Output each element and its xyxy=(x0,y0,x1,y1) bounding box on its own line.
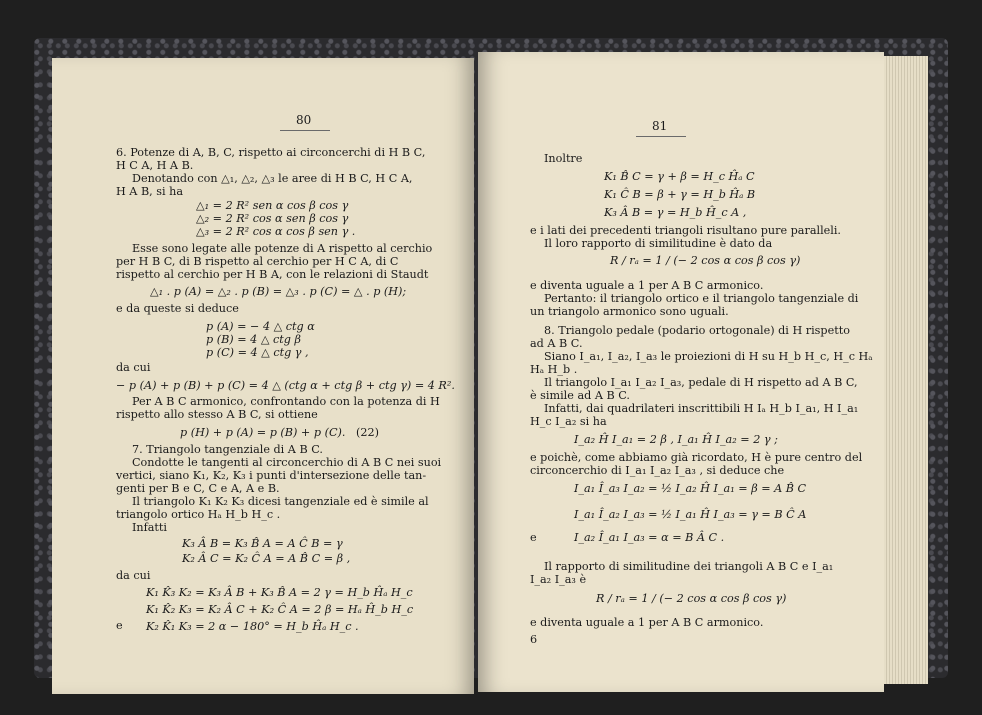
page-number-rule xyxy=(280,130,330,131)
left-text-line: triangolo ortico Hₐ H_b H_c . xyxy=(116,508,281,521)
left-text-line: K₁ K̂₂ K₃ = K₂ Â C + K₂ Ĉ A = 2 β = Hₐ Ĥ_b H_c xyxy=(146,603,414,616)
right-text-line: e xyxy=(530,531,537,544)
right-text-line: Il rapporto di similitudine dei triangoli A B C e I_a₁ xyxy=(544,560,834,573)
right-text-line: e poichè, come abbiamo già ricordato, H è pure centro del xyxy=(530,451,863,464)
left-text-line: △₃ = 2 R² cos α cos β sen γ . xyxy=(196,225,356,238)
left-text-line: vertici, siano K₁, K₂, K₃ i punti d'intersezione delle tan- xyxy=(116,469,427,482)
left-text-line: p (A) = − 4 △ ctg α xyxy=(206,320,315,333)
page-number: 80 xyxy=(296,113,312,127)
right-text-line: Siano I_a₁, I_a₂, I_a₃ le proiezioni di H su H_b H_c, H_c Hₐ xyxy=(544,350,873,363)
right-text-line: e diventa uguale a 1 per A B C armonico. xyxy=(530,616,764,629)
right-text-line: I_a₂ Î_a₁ I_a₃ = α = B Â C . xyxy=(574,531,725,544)
right-text-line: e i lati dei precedenti triangoli risultano pure paralleli. xyxy=(530,224,841,237)
right-text-line: circoncerchio di I_a₁ I_a₂ I_a₃ , si deduce che xyxy=(530,464,785,477)
right-text-line: Il triangolo I_a₁ I_a₂ I_a₃, pedale di H rispetto ad A B C, xyxy=(544,376,858,389)
page-number: 81 xyxy=(652,119,668,133)
right-text-line: R / rₐ = 1 / (− 2 cos α cos β cos γ) xyxy=(596,592,787,605)
right-text-line: I_a₁ Î_a₃ I_a₂ = ½ I_a₂ Ĥ I_a₁ = β = A B̂ C xyxy=(574,482,807,495)
right-text-line: K₁ B̂ C = γ + β = H_c Ĥₐ C xyxy=(604,170,755,183)
left-text-line: rispetto allo stesso A B C, si ottiene xyxy=(116,408,318,421)
left-text-line: p (B) = 4 △ ctg β xyxy=(206,333,301,346)
left-text-line: Esse sono legate alle potenze di A rispetto al cerchio xyxy=(132,242,433,255)
left-text-line: (22) xyxy=(356,426,379,439)
right-text-line: R / rₐ = 1 / (− 2 cos α cos β cos γ) xyxy=(610,254,801,267)
right-text-line: un triangolo armonico sono uguali. xyxy=(530,305,729,318)
page-edges xyxy=(884,56,928,684)
right-text-line: Inoltre xyxy=(544,152,583,165)
left-text-line: H A B, si ha xyxy=(116,185,184,198)
left-text-line: Il triangolo K₁ K₂ K₃ dicesi tangenziale ed è simile al xyxy=(132,495,429,508)
page-number-rule xyxy=(636,136,686,137)
left-text-line: H C A, H A B. xyxy=(116,159,194,172)
right-text-line: è simile ad A B C. xyxy=(530,389,630,402)
left-text-line: da cui xyxy=(116,569,151,582)
left-text-line: Infatti xyxy=(132,521,168,534)
left-text-line: K₁ K̂₃ K₂ = K₃ Â B + K₃ B̂ A = 2 γ = H_b Ĥₐ H_c xyxy=(146,586,413,599)
left-text-line: − p (A) + p (B) + p (C) = 4 △ (ctg α + ctg β + ctg γ) = 4 R². xyxy=(116,379,455,392)
right-text-line: ad A B C. xyxy=(530,337,583,350)
left-text-line: genti per B e C, C e A, A e B. xyxy=(116,482,280,495)
right-text-line: I_a₂ I_a₃ è xyxy=(530,573,587,586)
right-text-line: I_a₂ Ĥ I_a₁ = 2 β , I_a₁ Ĥ I_a₂ = 2 γ ; xyxy=(574,433,778,446)
left-text-line: K₃ Â B = K₃ B̂ A = A Ĉ B = γ xyxy=(182,537,343,550)
left-text-line: △₂ = 2 R² cos α sen β cos γ xyxy=(196,212,349,225)
left-text-line: da cui xyxy=(116,361,151,374)
right-text-line: I_a₁ Î_a₂ I_a₃ = ½ I_a₁ Ĥ I_a₃ = γ = B Ĉ A xyxy=(574,508,807,521)
right-text-line: Il loro rapporto di similitudine è dato da xyxy=(544,237,773,250)
left-text-line: △₁ . p (A) = △₂ . p (B) = △₃ . p (C) = △ . p (H); xyxy=(150,285,407,298)
right-text-line: Hₐ H_b . xyxy=(530,363,578,376)
left-text-line: K₂ Â C = K₂ Ĉ A = A B̂ C = β , xyxy=(182,552,351,565)
left-text-line: 7. Triangolo tangenziale di A B C. xyxy=(132,443,323,456)
left-text-line: e da queste si deduce xyxy=(116,302,239,315)
left-text-line: e xyxy=(116,619,123,632)
left-text-line: K₂ K̂₁ K₃ = 2 α − 180° = H_b Ĥₐ H_c . xyxy=(146,620,359,633)
right-text-line: e diventa uguale a 1 per A B C armonico. xyxy=(530,279,764,292)
right-text-line: Infatti, dai quadrilateri inscrittibili H Iₐ H_b I_a₁, H I_a₁ xyxy=(544,402,859,415)
left-text-line: per H B C, di B rispetto al cerchio per H C A, di C xyxy=(116,255,399,268)
left-text-line: 6. Potenze di A, B, C, rispetto ai circoncerchi di H B C, xyxy=(116,146,426,159)
left-page xyxy=(52,58,474,694)
right-text-line: K₃ Â B = γ = H_b Ĥ_c A , xyxy=(604,206,747,219)
right-text-line: H_c I_a₂ si ha xyxy=(530,415,607,428)
left-text-line: Condotte le tangenti al circoncerchio di A B C nei suoi xyxy=(132,456,442,469)
left-text-line: △₁ = 2 R² sen α cos β cos γ xyxy=(196,199,349,212)
left-text-line: rispetto al cerchio per H B A, con le relazioni di Staudt xyxy=(116,268,429,281)
left-text-line: p (C) = 4 △ ctg γ , xyxy=(206,346,309,359)
left-text-line: Per A B C armonico, confrontando con la potenza di H xyxy=(132,395,440,408)
right-text-line: K₁ Ĉ B = β + γ = H_b Ĥₐ B xyxy=(604,188,756,201)
right-text-line: Pertanto: il triangolo ortico e il triangolo tangenziale di xyxy=(544,292,859,305)
right-text-line: 8. Triangolo pedale (podario ortogonale) di H rispetto xyxy=(544,324,850,337)
right-text-line: 6 xyxy=(530,633,538,646)
left-text-line: Denotando con △₁, △₂, △₃ le aree di H B C, H C A, xyxy=(132,172,413,185)
left-text-line: p (H) + p (A) = p (B) + p (C). xyxy=(180,426,346,439)
right-page xyxy=(478,52,884,692)
